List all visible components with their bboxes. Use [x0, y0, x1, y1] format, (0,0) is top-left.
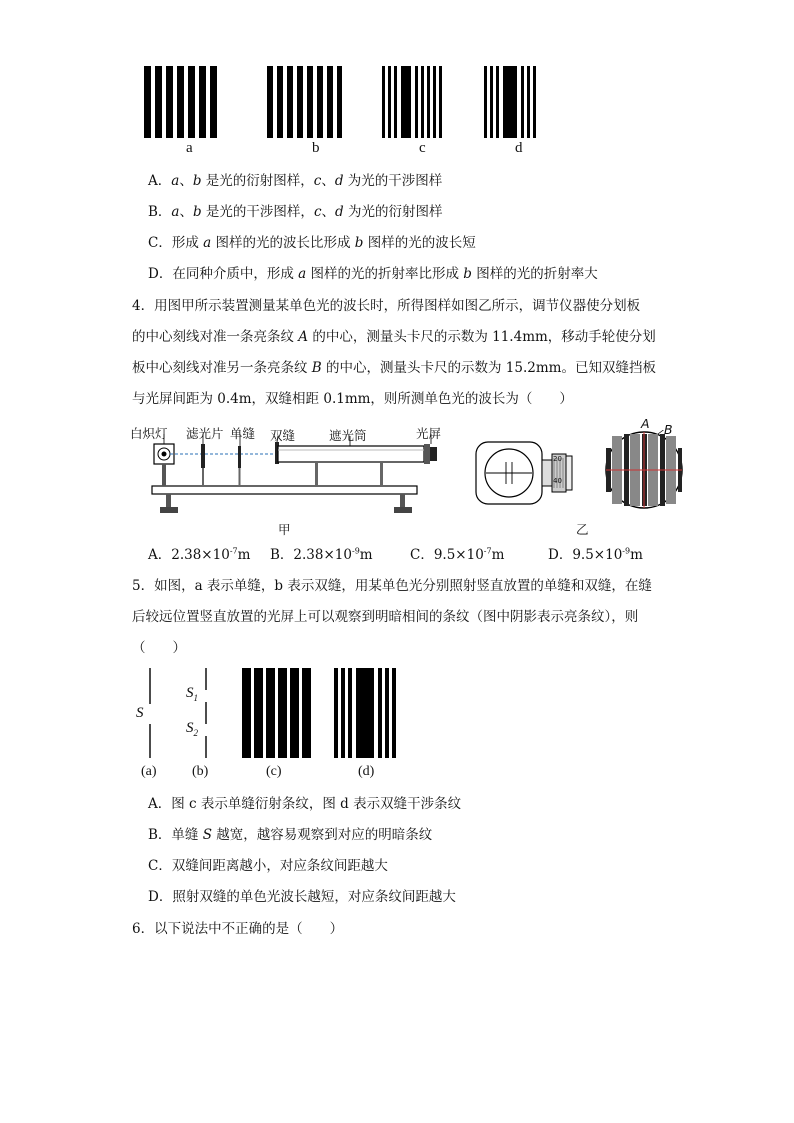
pattern-a: [144, 66, 217, 138]
label-fig-b: (b): [192, 764, 209, 779]
pattern-b: [267, 66, 342, 138]
label-a: a: [186, 140, 193, 156]
q4-option-c: C．$9.5\times 10^{-7}m$: [410, 546, 505, 563]
label-jia: 甲: [278, 522, 291, 537]
q5-option-b: B．单缝 S 越宽，越容易观察到对应的明暗条纹: [148, 827, 433, 843]
q6-stem: 6．以下说法中不正确的是（ ）: [132, 921, 344, 937]
label-lamp: 白炽灯: [130, 426, 168, 441]
scale-40: 40: [553, 477, 562, 485]
q3-stripe-figure: [140, 62, 540, 142]
pattern-d: [484, 66, 536, 138]
q4-measuring-head: [470, 430, 700, 510]
q5-line-3: （ ）: [132, 640, 186, 656]
label-s2: $S_2$: [186, 720, 198, 738]
label-screen: 光屏: [416, 426, 442, 441]
label-double-slit: 双缝: [270, 428, 296, 443]
scale-20: 20: [553, 455, 562, 463]
label-fringe-a: A: [641, 416, 650, 431]
q5-option-d: D．照射双缝的单色光波长越短，对应条纹间距越大: [148, 889, 456, 905]
label-fig-a: (a): [141, 764, 157, 779]
q4-line-3: 板中心刻线对准另一条亮条纹 B 的中心，测量头卡尺的示数为 15.2mm。已知双缝挡板: [132, 360, 656, 376]
q4-line-2: 的中心刻线对准一条亮条纹 A 的中心，测量头卡尺的示数为 11.4mm，移动手轮使分划: [132, 329, 656, 345]
label-yi: 乙: [576, 522, 589, 537]
q3-option-d: D．在同种介质中，形成 a 图样的光的折射率比形成 b 图样的光的折射率大: [148, 266, 598, 282]
label-fringe-b: B: [664, 422, 673, 437]
label-s1: $S_1$: [186, 685, 198, 703]
label-tube: 遮光筒: [329, 428, 367, 443]
q5-slit-figure: [130, 664, 420, 764]
pattern-c-fringes: [242, 668, 311, 758]
label-s: S: [136, 705, 144, 721]
q3-option-b: B．a、b 是光的干涉图样，c、d 为光的衍射图样: [148, 204, 443, 220]
label-fig-c: (c): [266, 764, 282, 779]
q4-option-a: A．$2.38\times 10^{-7}m$: [148, 546, 251, 563]
q3-option-a: A．a、b 是光的衍射图样，c、d 为光的干涉图样: [148, 173, 443, 189]
label-single-slit: 单缝: [230, 426, 256, 441]
q4-option-b: B．$2.38\times 10^{-9}m$: [270, 546, 373, 563]
label-fig-d: (d): [358, 764, 375, 779]
q5-line-2: 后较远位置竖直放置的光屏上可以观察到明暗相间的条纹（图中阴影表示亮条纹），则: [132, 609, 639, 625]
label-filter: 滤光片: [186, 426, 224, 441]
pattern-c: [382, 66, 442, 138]
q5-option-c: C．双缝间距离越小，对应条纹间距越大: [148, 858, 388, 874]
label-b: b: [312, 140, 320, 156]
label-d: d: [515, 140, 523, 156]
q3-option-c: C．形成 a 图样的光的波长比形成 b 图样的光的波长短: [148, 235, 476, 251]
q4-line-1: 4．用图甲所示装置测量某单色光的波长时，所得图样如图乙所示，调节仪器使分划板: [132, 298, 641, 314]
pattern-d-fringes: [334, 668, 396, 758]
q5-option-a: A．图 c 表示单缝衍射条纹，图 d 表示双缝干涉条纹: [148, 796, 462, 812]
q4-option-d: D．$9.5\times 10^{-9}m$: [548, 546, 643, 563]
q4-line-4: 与光屏间距为 0.4m，双缝相距 0.1mm，则所测单色光的波长为（ ）: [132, 391, 573, 407]
label-c: c: [419, 140, 426, 156]
q5-line-1: 5．如图，a 表示单缝，b 表示双缝，用某单色光分别照射竖直放置的单缝和双缝，在缝: [132, 578, 652, 594]
